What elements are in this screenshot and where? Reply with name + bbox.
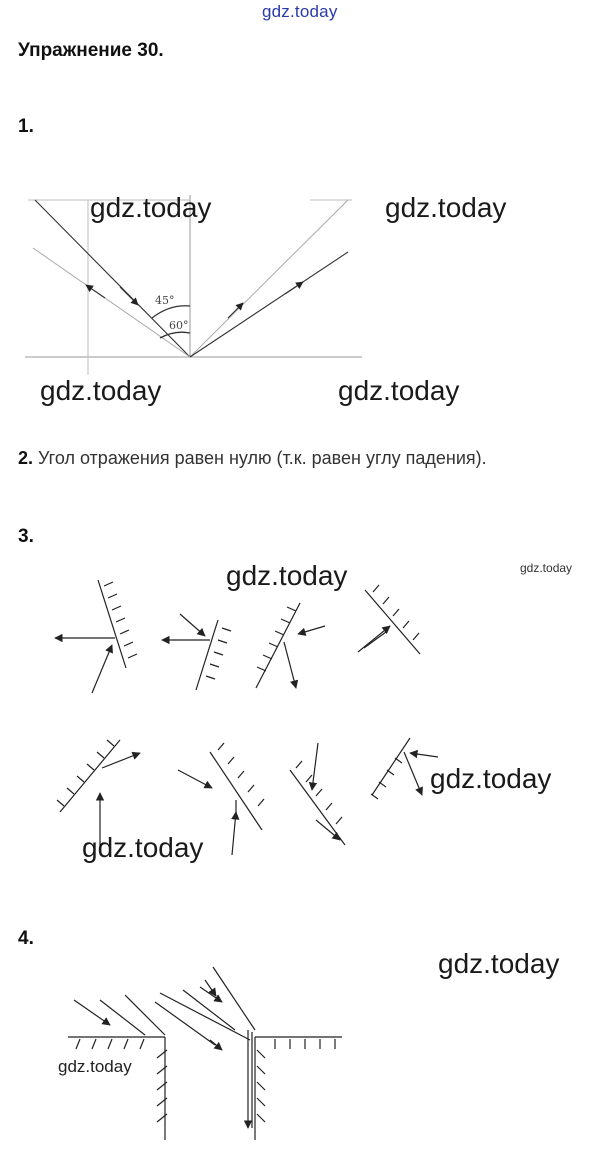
watermark: gdz.today (90, 192, 212, 223)
watermark: gdz.today (430, 763, 552, 794)
watermark: gdz.today (82, 832, 204, 863)
watermark: gdz.today (520, 561, 573, 575)
angle-label-45: 45° (155, 294, 175, 307)
watermark: gdz.today (338, 375, 460, 406)
task-3-number: 3. (18, 526, 34, 547)
task-2-text: Угол отражения равен нулю (т.к. равен углу падения). (38, 448, 487, 468)
angle-label-60: 60° (169, 319, 189, 332)
watermark: gdz.today (385, 192, 507, 223)
watermark: gdz.today (40, 375, 162, 406)
task-4-number: 4. (18, 928, 34, 949)
task-1-number: 1. (18, 116, 34, 137)
watermark: gdz.today (438, 948, 560, 979)
site-watermark-top: gdz.today (262, 2, 338, 21)
task-2-number: 2. (18, 448, 34, 468)
watermark: gdz.today (58, 1057, 132, 1076)
watermark: gdz.today (226, 560, 348, 591)
exercise-title: Упражнение 30. (18, 40, 164, 61)
